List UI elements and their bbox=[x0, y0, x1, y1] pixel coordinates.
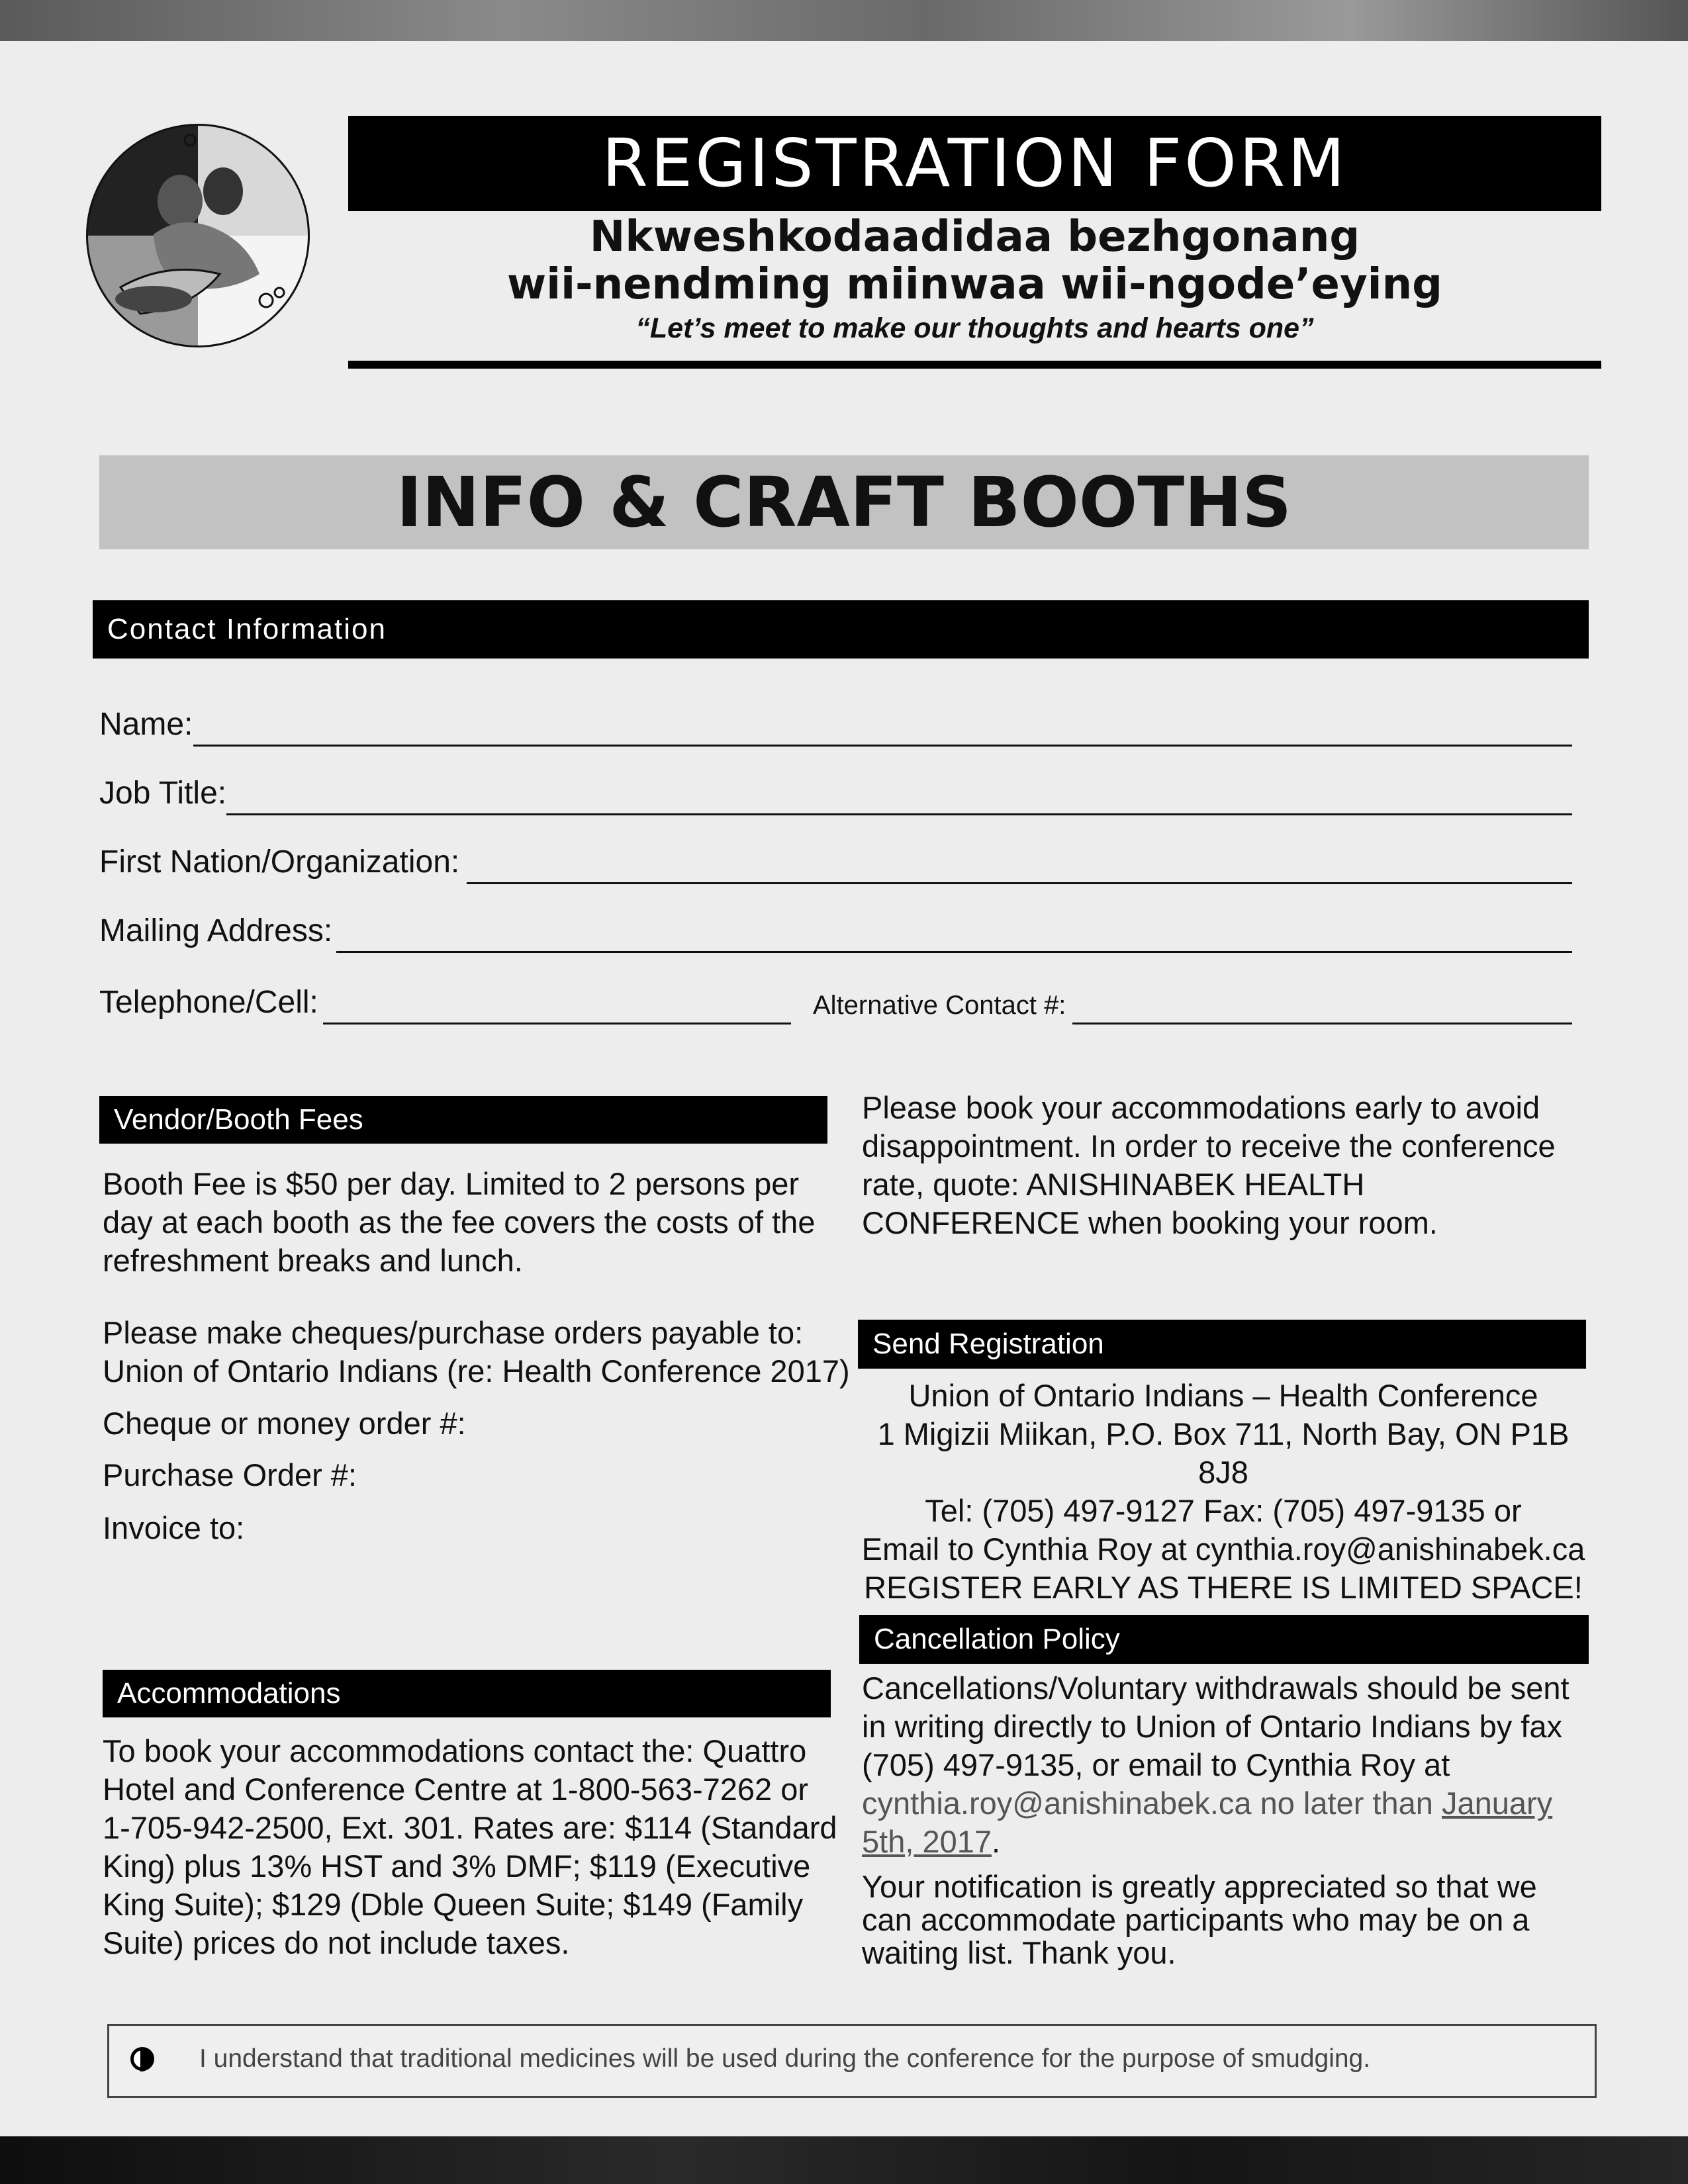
notification-text: Your notification is greatly appreciated so that we can accommodate participants who may be on a waiting list. Thank you. bbox=[862, 1869, 1537, 1970]
send-registration-heading: Send Registration bbox=[858, 1320, 1586, 1369]
telephone-field[interactable] bbox=[99, 986, 791, 1024]
ojibwe-line-1: Nkweshkodaadidaa bezhgonang bbox=[589, 212, 1360, 261]
send-line-3: Tel: (705) 497-9127 Fax: (705) 497-9135 or bbox=[925, 1493, 1522, 1528]
cancellation-body: Cancellations/Voluntary withdrawals should be sent in writing directly to Union of Ontario Indians by fax (705) 497-9135, or email to Cynthia Roy at bbox=[862, 1670, 1570, 1782]
organization-field[interactable] bbox=[99, 846, 1572, 884]
mailing-address-label: Mailing Address: bbox=[99, 913, 333, 948]
alternative-contact-field[interactable] bbox=[813, 986, 1572, 1024]
accommodations-heading: Accommodations bbox=[103, 1670, 831, 1717]
cancellation-date: January 5th, 2017 bbox=[862, 1786, 1553, 1859]
telephone-input-line[interactable] bbox=[323, 1023, 791, 1024]
cancellation-text bbox=[862, 1669, 1593, 1861]
page-top-edge bbox=[0, 0, 1688, 41]
job-title-field[interactable] bbox=[99, 777, 1572, 815]
ojibwe-line-2: wii-nendming miinwaa wii-ngode’eying bbox=[507, 260, 1442, 309]
send-line-1: Union of Ontario Indians – Health Conference bbox=[908, 1378, 1538, 1413]
organization-label: First Nation/Organization: bbox=[99, 844, 460, 880]
page-title: INFO & CRAFT BOOTHS bbox=[99, 455, 1589, 549]
smudging-acknowledgement[interactable] bbox=[107, 2024, 1597, 2098]
registration-form-title: REGISTRATION FORM bbox=[348, 116, 1601, 211]
acknowledgement-text: I understand that traditional medicines will be used during the conference for the purpose of smudging. bbox=[199, 2044, 1371, 2073]
send-line-2: 1 Migizii Miikan, P.O. Box 711, North Bay, ON P1B 8J8 bbox=[877, 1416, 1570, 1490]
accommodations-text: To book your accommodations contact the: Quattro Hotel and Conference Centre at 1-800-563-7262 or 1-705-942-2500, Ext. 301. Rates are: $114 (Standard King) plus 13% HST and 3% DMF; $119 (Executive King Suite); $129 (Dble Queen Suite; $149 (Family Suite) prices do not include taxes. bbox=[103, 1733, 837, 1960]
vendor-fees-heading: Vendor/Booth Fees bbox=[99, 1096, 827, 1144]
payable-text: Please make cheques/purchase orders payable to: Union of Ontario Indians (re: Health Conference 2017) bbox=[103, 1315, 850, 1388]
cancellation-policy-heading: Cancellation Policy bbox=[859, 1615, 1589, 1664]
job-title-label: Job Title: bbox=[99, 776, 227, 811]
telephone-label: Telephone/Cell: bbox=[99, 985, 318, 1020]
booking-note: Please book your accommodations early to avoid disappointment. In order to receive the conference rate, quote: ANISHINABEK HEALTH CONFERENCE when booking your room. bbox=[862, 1090, 1556, 1240]
mailing-address-input-line[interactable] bbox=[336, 951, 1572, 953]
cancellation-email: cynthia.roy@anishinabek.ca no later than bbox=[862, 1786, 1433, 1821]
translation-quote: “Let’s meet to make our thoughts and hearts one” bbox=[635, 312, 1314, 344]
name-input-line[interactable] bbox=[193, 745, 1572, 747]
contact-information-heading: Contact Information bbox=[93, 600, 1589, 659]
cheque-number-label: Cheque or money order #: bbox=[103, 1406, 466, 1441]
cancellation-period: . bbox=[992, 1824, 1001, 1859]
purchase-order-label: Purchase Order #: bbox=[103, 1457, 357, 1492]
send-line-5: REGISTER EARLY AS THERE IS LIMITED SPACE! bbox=[864, 1570, 1583, 1605]
medicine-wheel-logo bbox=[81, 122, 316, 350]
job-title-input-line[interactable] bbox=[226, 813, 1572, 815]
invoice-to-label: Invoice to: bbox=[103, 1510, 245, 1545]
acknowledgement-radio[interactable] bbox=[130, 2047, 154, 2071]
send-line-4: Email to Cynthia Roy at cynthia.roy@anishinabek.ca bbox=[861, 1531, 1585, 1567]
page-bottom-edge bbox=[0, 2136, 1688, 2184]
mailing-address-field[interactable] bbox=[99, 915, 1572, 953]
alternative-contact-input-line[interactable] bbox=[1072, 1023, 1572, 1024]
organization-input-line[interactable] bbox=[467, 882, 1572, 884]
name-field[interactable] bbox=[99, 708, 1572, 747]
alternative-contact-label: Alternative Contact #: bbox=[813, 991, 1066, 1020]
send-registration-text bbox=[858, 1377, 1589, 1607]
name-label: Name: bbox=[99, 707, 193, 742]
header-divider bbox=[348, 361, 1601, 369]
vendor-fees-text: Booth Fee is $50 per day. Limited to 2 persons per day at each booth as the fee covers the costs of the refreshment breaks and lunch. bbox=[103, 1166, 816, 1278]
